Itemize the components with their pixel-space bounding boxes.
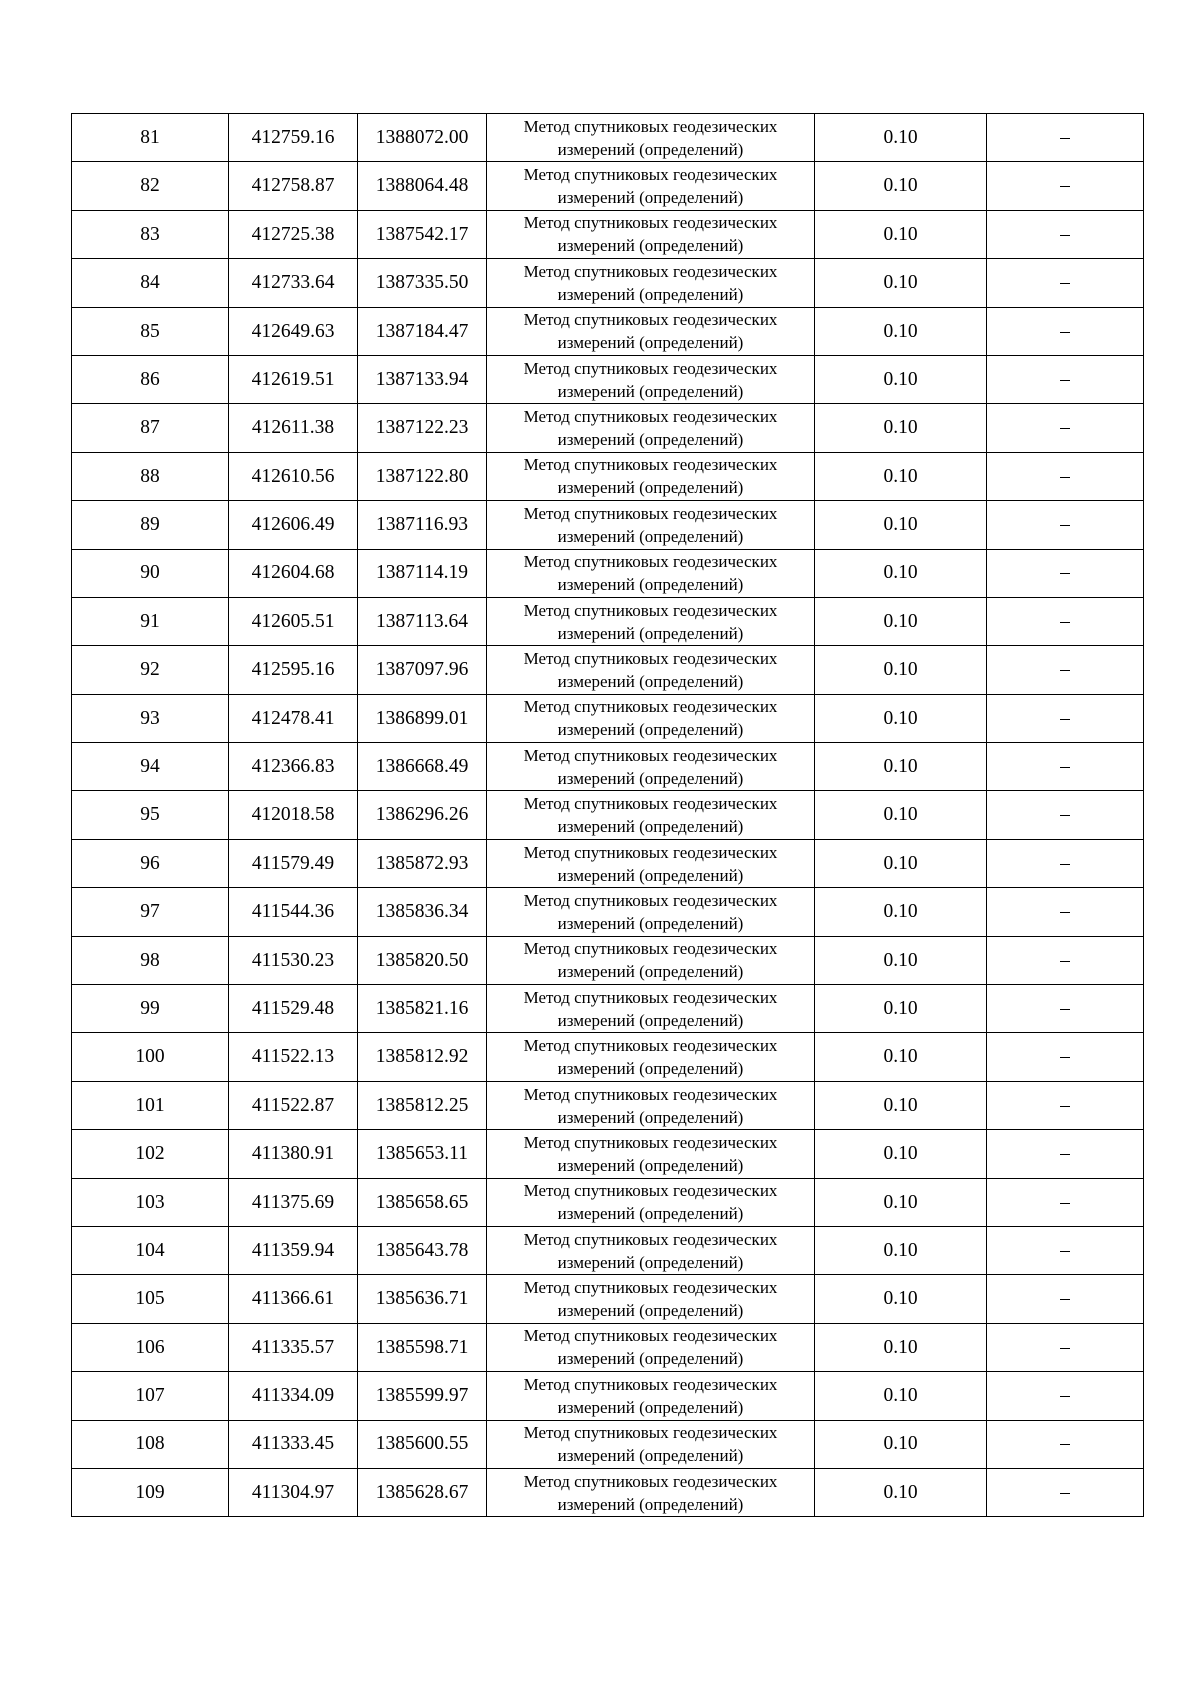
point-number-cell: 103 <box>72 1178 229 1226</box>
method-cell: Метод спутниковых геодезических измерений (определений) <box>487 1420 815 1468</box>
method-cell: Метод спутниковых геодезических измерений (определений) <box>487 114 815 162</box>
method-cell: Метод спутниковых геодезических измерений (определений) <box>487 1372 815 1420</box>
method-cell: Метод спутниковых геодезических измерений (определений) <box>487 936 815 984</box>
y-coordinate-cell: 1386668.49 <box>358 743 487 791</box>
accuracy-cell: 0.10 <box>815 888 987 936</box>
note-cell: – <box>987 307 1144 355</box>
point-number-cell: 101 <box>72 1081 229 1129</box>
y-coordinate-cell: 1388072.00 <box>358 114 487 162</box>
x-coordinate-cell: 412758.87 <box>229 162 358 210</box>
y-coordinate-cell: 1385836.34 <box>358 888 487 936</box>
table-row <box>72 888 1144 936</box>
point-number-cell: 94 <box>72 743 229 791</box>
method-cell: Метод спутниковых геодезических измерений (определений) <box>487 501 815 549</box>
x-coordinate-cell: 411522.87 <box>229 1081 358 1129</box>
note-cell: – <box>987 1178 1144 1226</box>
y-coordinate-cell: 1387133.94 <box>358 355 487 403</box>
table-row <box>72 549 1144 597</box>
method-cell: Метод спутниковых геодезических измерений (определений) <box>487 985 815 1033</box>
x-coordinate-cell: 412595.16 <box>229 646 358 694</box>
point-number-cell: 108 <box>72 1420 229 1468</box>
method-cell: Метод спутниковых геодезических измерений (определений) <box>487 307 815 355</box>
method-cell: Метод спутниковых геодезических измерений (определений) <box>487 1081 815 1129</box>
table-row <box>72 1033 1144 1081</box>
accuracy-cell: 0.10 <box>815 1468 987 1516</box>
method-cell: Метод спутниковых геодезических измерений (определений) <box>487 888 815 936</box>
point-number-cell: 85 <box>72 307 229 355</box>
table-row <box>72 1275 1144 1323</box>
method-cell: Метод спутниковых геодезических измерений (определений) <box>487 549 815 597</box>
point-number-cell: 82 <box>72 162 229 210</box>
y-coordinate-cell: 1385812.92 <box>358 1033 487 1081</box>
method-cell: Метод спутниковых геодезических измерений (определений) <box>487 1130 815 1178</box>
method-cell: Метод спутниковых геодезических измерений (определений) <box>487 1468 815 1516</box>
point-number-cell: 109 <box>72 1468 229 1516</box>
table-row <box>72 1420 1144 1468</box>
accuracy-cell: 0.10 <box>815 162 987 210</box>
y-coordinate-cell: 1385812.25 <box>358 1081 487 1129</box>
note-cell: – <box>987 936 1144 984</box>
accuracy-cell: 0.10 <box>815 646 987 694</box>
x-coordinate-cell: 412366.83 <box>229 743 358 791</box>
accuracy-cell: 0.10 <box>815 791 987 839</box>
table-row <box>72 1372 1144 1420</box>
point-number-cell: 91 <box>72 597 229 645</box>
method-cell: Метод спутниковых геодезических измерений (определений) <box>487 452 815 500</box>
y-coordinate-cell: 1386899.01 <box>358 694 487 742</box>
x-coordinate-cell: 411366.61 <box>229 1275 358 1323</box>
y-coordinate-cell: 1385599.97 <box>358 1372 487 1420</box>
y-coordinate-cell: 1387097.96 <box>358 646 487 694</box>
table-row <box>72 162 1144 210</box>
accuracy-cell: 0.10 <box>815 743 987 791</box>
accuracy-cell: 0.10 <box>815 985 987 1033</box>
point-number-cell: 93 <box>72 694 229 742</box>
accuracy-cell: 0.10 <box>815 114 987 162</box>
table-row <box>72 1226 1144 1274</box>
accuracy-cell: 0.10 <box>815 694 987 742</box>
note-cell: – <box>987 1226 1144 1274</box>
point-number-cell: 89 <box>72 501 229 549</box>
y-coordinate-cell: 1387114.19 <box>358 549 487 597</box>
accuracy-cell: 0.10 <box>815 1033 987 1081</box>
point-number-cell: 106 <box>72 1323 229 1371</box>
note-cell: – <box>987 549 1144 597</box>
x-coordinate-cell: 412611.38 <box>229 404 358 452</box>
note-cell: – <box>987 888 1144 936</box>
point-number-cell: 88 <box>72 452 229 500</box>
method-cell: Метод спутниковых геодезических измерений (определений) <box>487 210 815 258</box>
table-row <box>72 404 1144 452</box>
y-coordinate-cell: 1387113.64 <box>358 597 487 645</box>
y-coordinate-cell: 1385658.65 <box>358 1178 487 1226</box>
accuracy-cell: 0.10 <box>815 210 987 258</box>
table-row <box>72 210 1144 258</box>
table-row <box>72 501 1144 549</box>
point-number-cell: 84 <box>72 259 229 307</box>
table-row <box>72 259 1144 307</box>
note-cell: – <box>987 646 1144 694</box>
note-cell: – <box>987 1372 1144 1420</box>
note-cell: – <box>987 114 1144 162</box>
method-cell: Метод спутниковых геодезических измерений (определений) <box>487 355 815 403</box>
note-cell: – <box>987 1130 1144 1178</box>
y-coordinate-cell: 1385636.71 <box>358 1275 487 1323</box>
point-number-cell: 107 <box>72 1372 229 1420</box>
x-coordinate-cell: 411335.57 <box>229 1323 358 1371</box>
x-coordinate-cell: 411529.48 <box>229 985 358 1033</box>
note-cell: – <box>987 597 1144 645</box>
accuracy-cell: 0.10 <box>815 1323 987 1371</box>
point-number-cell: 95 <box>72 791 229 839</box>
note-cell: – <box>987 1081 1144 1129</box>
accuracy-cell: 0.10 <box>815 1275 987 1323</box>
method-cell: Метод спутниковых геодезических измерений (определений) <box>487 743 815 791</box>
method-cell: Метод спутниковых геодезических измерений (определений) <box>487 404 815 452</box>
note-cell: – <box>987 1420 1144 1468</box>
coordinates-table <box>71 113 1144 1517</box>
x-coordinate-cell: 411304.97 <box>229 1468 358 1516</box>
y-coordinate-cell: 1385628.67 <box>358 1468 487 1516</box>
table-row <box>72 355 1144 403</box>
y-coordinate-cell: 1387335.50 <box>358 259 487 307</box>
table-row <box>72 1130 1144 1178</box>
note-cell: – <box>987 501 1144 549</box>
method-cell: Метод спутниковых геодезических измерений (определений) <box>487 1033 815 1081</box>
table-row <box>72 646 1144 694</box>
x-coordinate-cell: 412610.56 <box>229 452 358 500</box>
x-coordinate-cell: 411334.09 <box>229 1372 358 1420</box>
x-coordinate-cell: 411579.49 <box>229 839 358 887</box>
table-row <box>72 114 1144 162</box>
note-cell: – <box>987 743 1144 791</box>
x-coordinate-cell: 411522.13 <box>229 1033 358 1081</box>
x-coordinate-cell: 411359.94 <box>229 1226 358 1274</box>
point-number-cell: 100 <box>72 1033 229 1081</box>
y-coordinate-cell: 1385821.16 <box>358 985 487 1033</box>
point-number-cell: 86 <box>72 355 229 403</box>
accuracy-cell: 0.10 <box>815 1372 987 1420</box>
x-coordinate-cell: 411380.91 <box>229 1130 358 1178</box>
accuracy-cell: 0.10 <box>815 1130 987 1178</box>
accuracy-cell: 0.10 <box>815 259 987 307</box>
point-number-cell: 81 <box>72 114 229 162</box>
method-cell: Метод спутниковых геодезических измерений (определений) <box>487 259 815 307</box>
y-coordinate-cell: 1387122.80 <box>358 452 487 500</box>
note-cell: – <box>987 1468 1144 1516</box>
y-coordinate-cell: 1385643.78 <box>358 1226 487 1274</box>
x-coordinate-cell: 412606.49 <box>229 501 358 549</box>
method-cell: Метод спутниковых геодезических измерений (определений) <box>487 1323 815 1371</box>
note-cell: – <box>987 1033 1144 1081</box>
accuracy-cell: 0.10 <box>815 1081 987 1129</box>
y-coordinate-cell: 1388064.48 <box>358 162 487 210</box>
note-cell: – <box>987 839 1144 887</box>
note-cell: – <box>987 355 1144 403</box>
accuracy-cell: 0.10 <box>815 936 987 984</box>
accuracy-cell: 0.10 <box>815 839 987 887</box>
table-row <box>72 307 1144 355</box>
point-number-cell: 90 <box>72 549 229 597</box>
x-coordinate-cell: 412018.58 <box>229 791 358 839</box>
accuracy-cell: 0.10 <box>815 307 987 355</box>
x-coordinate-cell: 411544.36 <box>229 888 358 936</box>
y-coordinate-cell: 1385598.71 <box>358 1323 487 1371</box>
note-cell: – <box>987 791 1144 839</box>
accuracy-cell: 0.10 <box>815 1226 987 1274</box>
accuracy-cell: 0.10 <box>815 597 987 645</box>
method-cell: Метод спутниковых геодезических измерений (определений) <box>487 694 815 742</box>
table-row <box>72 743 1144 791</box>
y-coordinate-cell: 1385600.55 <box>358 1420 487 1468</box>
y-coordinate-cell: 1387122.23 <box>358 404 487 452</box>
accuracy-cell: 0.10 <box>815 355 987 403</box>
point-number-cell: 102 <box>72 1130 229 1178</box>
y-coordinate-cell: 1385872.93 <box>358 839 487 887</box>
method-cell: Метод спутниковых геодезических измерений (определений) <box>487 162 815 210</box>
table-row <box>72 936 1144 984</box>
table-row <box>72 839 1144 887</box>
table-row <box>72 791 1144 839</box>
point-number-cell: 99 <box>72 985 229 1033</box>
x-coordinate-cell: 411530.23 <box>229 936 358 984</box>
table-row <box>72 694 1144 742</box>
x-coordinate-cell: 412733.64 <box>229 259 358 307</box>
accuracy-cell: 0.10 <box>815 501 987 549</box>
x-coordinate-cell: 412605.51 <box>229 597 358 645</box>
accuracy-cell: 0.10 <box>815 452 987 500</box>
method-cell: Метод спутниковых геодезических измерений (определений) <box>487 646 815 694</box>
point-number-cell: 105 <box>72 1275 229 1323</box>
point-number-cell: 104 <box>72 1226 229 1274</box>
note-cell: – <box>987 1275 1144 1323</box>
note-cell: – <box>987 694 1144 742</box>
note-cell: – <box>987 162 1144 210</box>
y-coordinate-cell: 1385820.50 <box>358 936 487 984</box>
method-cell: Метод спутниковых геодезических измерений (определений) <box>487 1226 815 1274</box>
x-coordinate-cell: 412619.51 <box>229 355 358 403</box>
x-coordinate-cell: 412725.38 <box>229 210 358 258</box>
x-coordinate-cell: 412649.63 <box>229 307 358 355</box>
note-cell: – <box>987 210 1144 258</box>
method-cell: Метод спутниковых геодезических измерений (определений) <box>487 1178 815 1226</box>
point-number-cell: 83 <box>72 210 229 258</box>
point-number-cell: 87 <box>72 404 229 452</box>
table-row <box>72 1468 1144 1516</box>
table-row <box>72 1178 1144 1226</box>
table-row <box>72 597 1144 645</box>
point-number-cell: 98 <box>72 936 229 984</box>
point-number-cell: 96 <box>72 839 229 887</box>
note-cell: – <box>987 1323 1144 1371</box>
y-coordinate-cell: 1386296.26 <box>358 791 487 839</box>
method-cell: Метод спутниковых геодезических измерений (определений) <box>487 597 815 645</box>
x-coordinate-cell: 412604.68 <box>229 549 358 597</box>
note-cell: – <box>987 985 1144 1033</box>
point-number-cell: 92 <box>72 646 229 694</box>
accuracy-cell: 0.10 <box>815 1420 987 1468</box>
y-coordinate-cell: 1387184.47 <box>358 307 487 355</box>
y-coordinate-cell: 1387116.93 <box>358 501 487 549</box>
note-cell: – <box>987 452 1144 500</box>
x-coordinate-cell: 412478.41 <box>229 694 358 742</box>
table-body <box>72 114 1144 1517</box>
method-cell: Метод спутниковых геодезических измерений (определений) <box>487 839 815 887</box>
table-row <box>72 1081 1144 1129</box>
x-coordinate-cell: 411333.45 <box>229 1420 358 1468</box>
method-cell: Метод спутниковых геодезических измерений (определений) <box>487 1275 815 1323</box>
note-cell: – <box>987 404 1144 452</box>
table-row <box>72 1323 1144 1371</box>
table-row <box>72 452 1144 500</box>
y-coordinate-cell: 1387542.17 <box>358 210 487 258</box>
accuracy-cell: 0.10 <box>815 1178 987 1226</box>
x-coordinate-cell: 411375.69 <box>229 1178 358 1226</box>
y-coordinate-cell: 1385653.11 <box>358 1130 487 1178</box>
accuracy-cell: 0.10 <box>815 549 987 597</box>
accuracy-cell: 0.10 <box>815 404 987 452</box>
note-cell: – <box>987 259 1144 307</box>
table-row <box>72 985 1144 1033</box>
method-cell: Метод спутниковых геодезических измерений (определений) <box>487 791 815 839</box>
x-coordinate-cell: 412759.16 <box>229 114 358 162</box>
point-number-cell: 97 <box>72 888 229 936</box>
